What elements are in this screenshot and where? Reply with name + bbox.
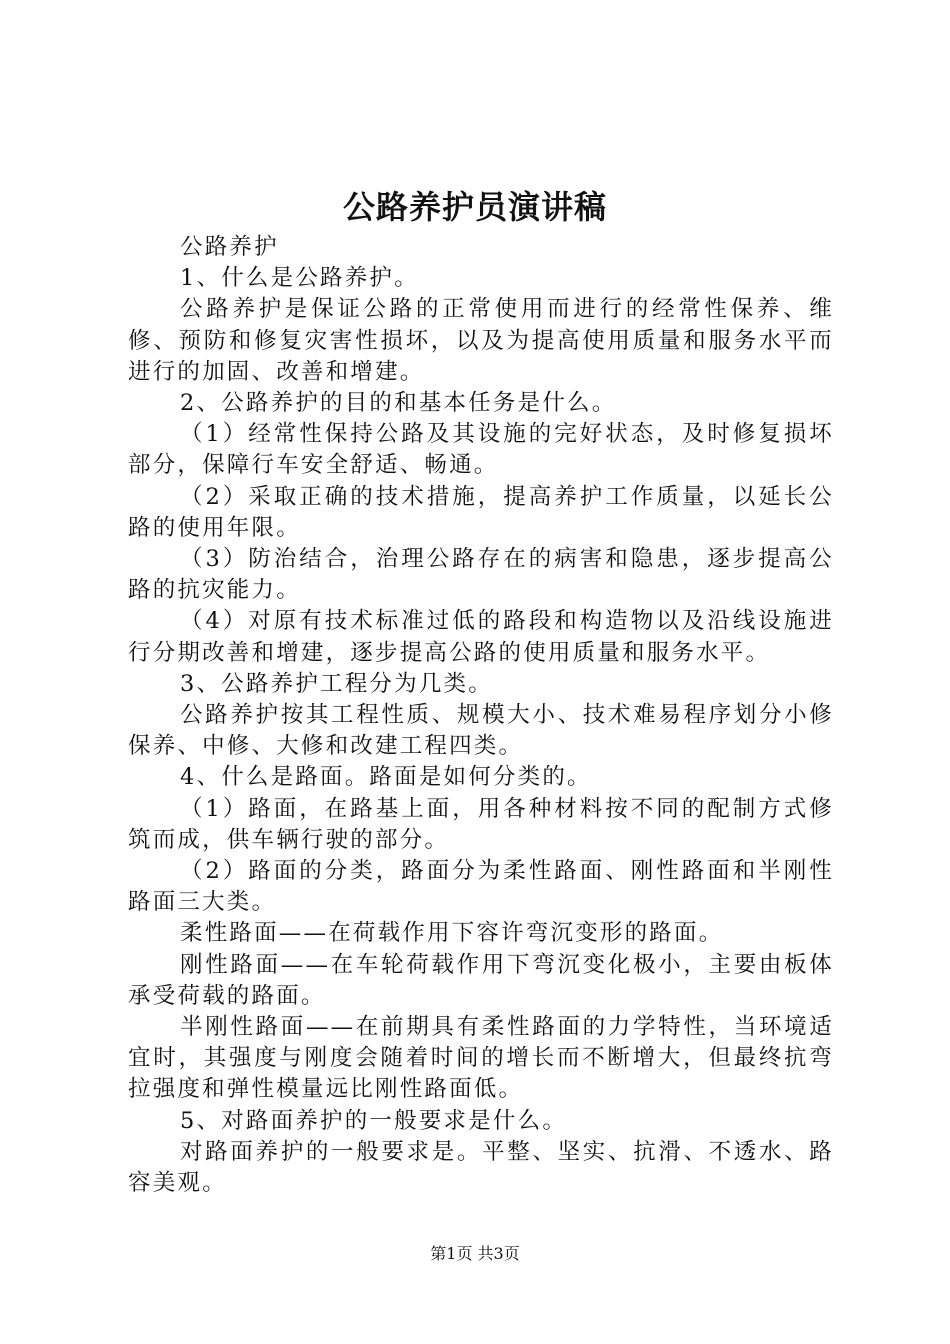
- document-title: 公路养护员演讲稿: [342, 188, 607, 226]
- paragraph: 柔性路面——在荷载作用下容许弯沉变形的路面。: [180, 920, 724, 947]
- paragraph: 刚性路面——在车轮荷载作用下弯沉变化极小，主要由板体承受荷载的路面。: [128, 951, 834, 1009]
- paragraph: 公路养护是保证公路的正常使用而进行的经常性保养、维修、预防和修复灾害性损坏，以及为提高使用质量和服务水平而进行的加固、改善和增建。: [128, 296, 834, 385]
- paragraph: 公路养护按其工程性质、规模大小、技术难易程序划分小修保养、中修、大修和改建工程四类。: [128, 702, 834, 760]
- paragraph: 半刚性路面——在前期具有柔性路面的力学特性，当环境适宜时，其强度与刚度会随着时间的增长而不断增大，但最终抗弯拉强度和弹性模量远比刚性路面低。: [128, 1014, 834, 1103]
- paragraph: 5、对路面养护的一般要求是什么。: [180, 1107, 568, 1134]
- paragraph: （1）经常性保持公路及其设施的完好状态，及时修复损坏部分，保障行车安全舒适、畅通。: [128, 421, 834, 479]
- paragraph: （2）路面的分类，路面分为柔性路面、刚性路面和半刚性路面三大类。: [128, 858, 834, 916]
- paragraph: 4、什么是路面。路面是如何分类的。: [180, 764, 592, 791]
- paragraph: （1）路面，在路基上面，用各种材料按不同的配制方式修筑而成，供车辆行驶的部分。: [128, 795, 834, 853]
- paragraph: 1、什么是公路养护。: [180, 265, 419, 292]
- page-number-footer: 第1页 共3页: [430, 1244, 520, 1263]
- document-body: [128, 232, 834, 1199]
- paragraph: （4）对原有技术标准过低的路段和构造物以及沿线设施进行分期改善和增建，逐步提高公路的使用质量和服务水平。: [128, 608, 834, 666]
- paragraph: 对路面养护的一般要求是。平整、坚实、抗滑、不透水、路容美观。: [128, 1138, 834, 1197]
- paragraph: （2）采取正确的技术措施，提高养护工作质量，以延长公路的使用年限。: [128, 483, 834, 541]
- paragraph: 2、公路养护的目的和基本任务是什么。: [180, 390, 617, 417]
- paragraph: （3）防治结合，治理公路存在的病害和隐患，逐步提高公路的抗灾能力。: [128, 546, 834, 604]
- paragraph: 3、公路养护工程分为几类。: [180, 670, 493, 697]
- paragraph: 公路养护: [180, 234, 279, 260]
